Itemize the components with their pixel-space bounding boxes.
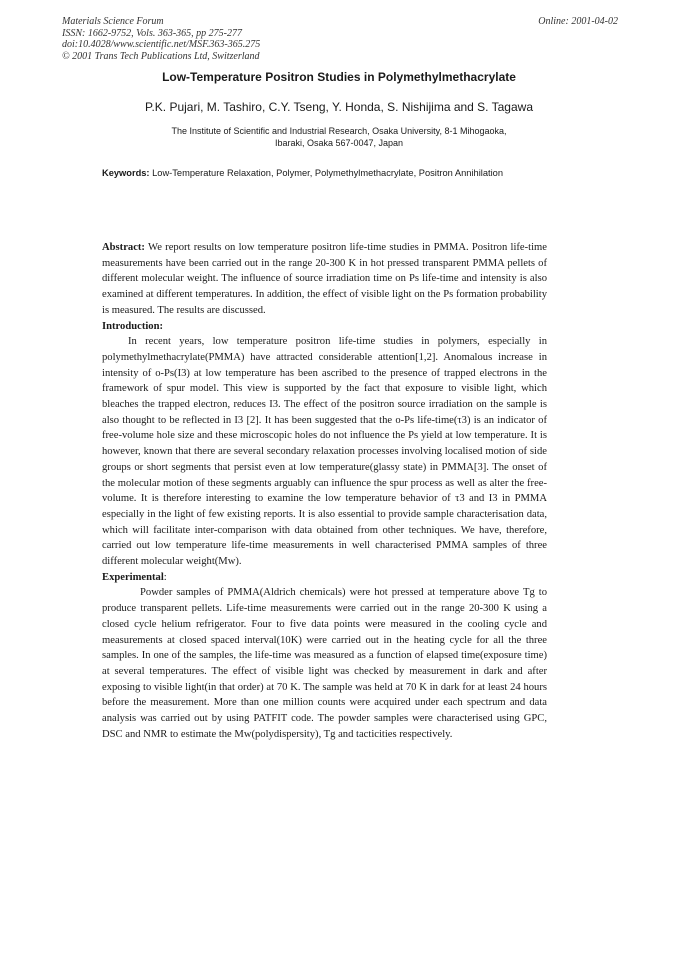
abstract (102, 240, 547, 319)
keywords-label: Keywords: (102, 168, 150, 178)
paper-body (102, 240, 547, 743)
online-date: Online: 2001-04-02 (538, 16, 618, 27)
abstract-label: Abstract: (102, 242, 145, 253)
keywords-text: Low-Temperature Relaxation, Polymer, Polymethylmethacrylate, Positron Annihilation (152, 168, 503, 178)
experimental-text: Powder samples of PMMA(Aldrich chemicals) were hot pressed at temperature above Tg to produce transparent pellets. Life-time measurements were carried out in the range 20-300 K using a closed cycle helium refrigerator. Four to five data points were measured in the cooling cycle and measurements at closed spaced interval(10K) were carried out in the heating cycle for all the three samples. In one of the samples, the life-time was measured as a function of elapsed time(exposure time) at several temperatures. The effect of visible light was checked by measurement in dark and after exposing to visible light(in that order) at 70 K. The sample was held at 70 K in dark for at least 24 hours before the measurement. More than one million counts were acquired under each spectrum and data analysis was carried out by using PATFIT code. The powder samples were characterised using GPC, DSC and NMR to estimate the Mw(polydispersity), Tg and tacticities respectively. (102, 587, 547, 740)
abstract-text: We report results on low temperature positron life-time studies in PMMA. Positron life-time measurements have been carried out in the range 20-300 K in hot pressed transparent PMMA pellets of different molecular weight. The influence of source irradiation time on Ps life-time and intensity is also examined at different temperatures. In addition, the effect of visible light on the Ps formation probability is measured. The results are discussed. (102, 242, 547, 316)
doi-line: doi:10.4028/www.scientific.net/MSF.363-365.275 (62, 39, 261, 50)
journal-header (62, 16, 618, 62)
experimental-heading: Experimental (102, 571, 164, 583)
introduction-heading: Introduction: (102, 320, 164, 332)
experimental-heading-line (102, 570, 547, 586)
experimental-heading-colon: : (163, 571, 167, 583)
paper-title: Low-Temperature Positron Studies in Polymethylmethacrylate (162, 70, 516, 84)
issn-line: ISSN: 1662-9752, Vols. 363-365, pp 275-277 (62, 27, 242, 39)
affiliation (0, 125, 678, 149)
author-list: P.K. Pujari, M. Tashiro, C.Y. Tseng, Y. Honda, S. Nishijima and S. Tagawa (145, 100, 533, 114)
affiliation-line-1: The Institute of Scientific and Industrial Research, Osaka University, 8-1 Mihogaoka, (171, 126, 507, 136)
keywords (102, 168, 572, 178)
copyright-line: © 2001 Trans Tech Publications Ltd, Switzerland (62, 50, 260, 62)
affiliation-line-2: Ibaraki, Osaka 567-0047, Japan (274, 138, 404, 148)
introduction-text: In recent years, low temperature positron life-time studies in polymers, especially in polymethylmethacrylate(PMMA) have attracted considerable attention[1,2]. Anomalous increase in intensity of o-Ps(I3) at low temperature has been ascribed to the presence of trapped electrons in the framework of spur model. This view is supported by the fact that exposure to visible light, which bleaches the trapped electron, reduces I3. The effect of the positron source irradiation on the sample is also thought to be reflected in I3 [2]. It has been suggested that the o-Ps life-time(τ3) is an indicator of free-volume hole size and these microscopic holes do not influence the Ps yield at low temperature. It is however, known that there are several secondary relaxation processes involving localised motion of side groups or short segments that persist even at low temperature(glassy state) in PMMA[3]. The onset of the molecular motion of these segments arguably can influence the spur process as well as alter the free-volume. It is therefore interesting to examine the low temperature behavior of τ3 and I3 in PMMA especially in the light of few existing reports. It is also essential to provide sample characterisation data, which will facilitate inter-comparison with data obtained from other techniques. We have, therefore, carried out low temperature life-time measurements in well characterised PMMA samples of three different molecular weight(Mw). (102, 336, 547, 568)
journal-name: Materials Science Forum (62, 16, 164, 27)
